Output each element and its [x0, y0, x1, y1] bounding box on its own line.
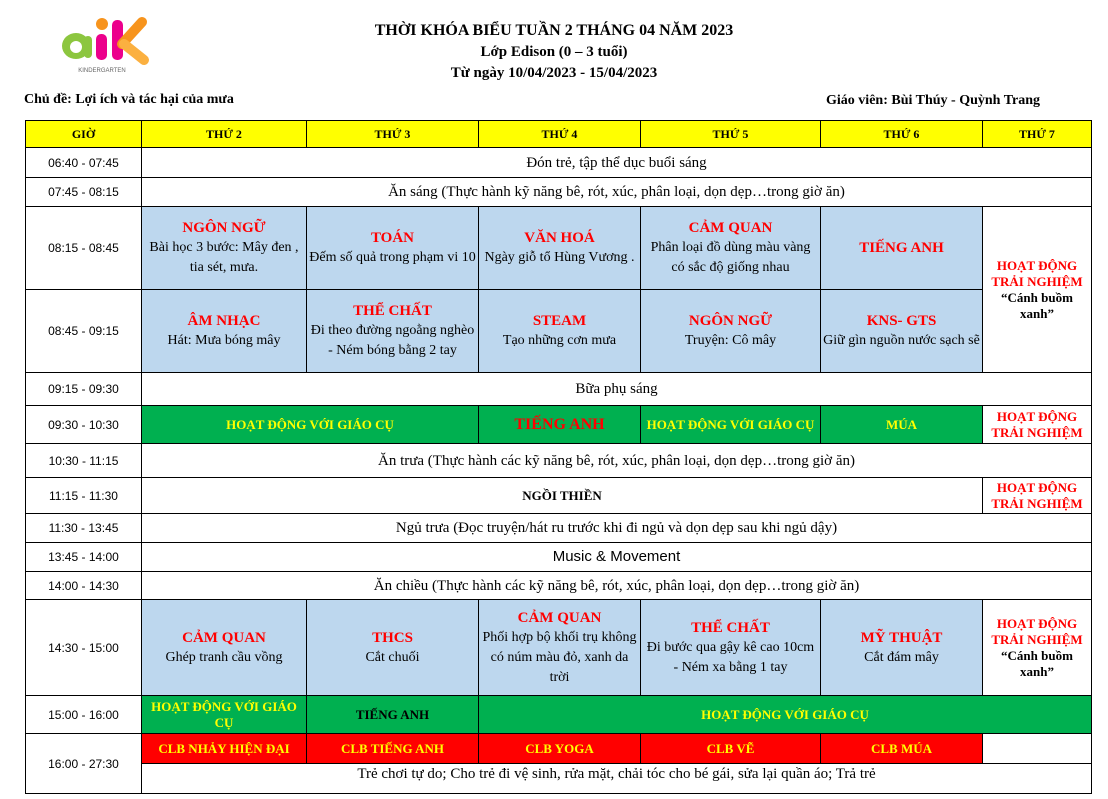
- header-row: [26, 121, 1092, 148]
- activity-cell: [983, 600, 1092, 696]
- activity-desc: Cắt chuối: [365, 649, 420, 665]
- time-cell: 13:45 - 14:00: [26, 543, 142, 572]
- activity-desc: “Cánh buồm xanh”: [1001, 289, 1073, 321]
- activity-cell: [641, 207, 821, 290]
- club-cell: CLB NHẢY HIỆN ĐẠI: [142, 734, 307, 764]
- activity-desc: Đi theo đường ngoằng nghèo - Ném bóng bằng 2 tay: [310, 323, 475, 358]
- timetable: [25, 120, 1092, 794]
- activity-title: ÂM NHẠC: [187, 313, 261, 329]
- club-cell: CLB VẼ: [641, 734, 821, 764]
- activity-title: MỸ THUẬT: [860, 629, 943, 646]
- time-cell: 11:15 - 11:30: [26, 478, 142, 514]
- activity-desc: Phân loại đồ dùng màu vàng có sắc độ giống nhau: [650, 240, 811, 275]
- time-cell: 10:30 - 11:15: [26, 444, 142, 478]
- col-header-mon: THỨ 2: [142, 121, 307, 148]
- activity-cell: Bữa phụ sáng: [142, 373, 1092, 406]
- page-title: THỜI KHÓA BIỂU TUẦN 2 THÁNG 04 NĂM 2023: [374, 22, 734, 39]
- activity-title: HOẠT ĐỘNG TRẢI NGHIỆM: [991, 615, 1083, 647]
- club-cell: CLB MÚA: [821, 734, 983, 764]
- activity-desc: Ngày giỗ tổ Hùng Vương .: [484, 250, 635, 265]
- activity-cell: [641, 600, 821, 696]
- time-cell: 08:45 - 09:15: [26, 290, 142, 373]
- club-cell: CLB YOGA: [479, 734, 641, 764]
- activity-title: CẢM QUAN: [517, 609, 602, 626]
- time-cell: 06:40 - 07:45: [26, 148, 142, 178]
- col-header-wed: THỨ 4: [479, 121, 641, 148]
- activity-cell: HOẠT ĐỘNG VỚI GIÁO CỤ: [479, 696, 1092, 734]
- activity-desc: Cắt đám mây: [864, 649, 939, 665]
- activity-cell: TIẾNG ANH: [307, 696, 479, 734]
- activity-cell: TIẾNG ANH: [479, 406, 641, 444]
- activity-cell: [479, 207, 641, 290]
- activity-cell: HOẠT ĐỘNG TRẢI NGHIỆM: [983, 406, 1092, 444]
- table-row: [26, 764, 1092, 794]
- activity-cell: [479, 600, 641, 696]
- activity-desc: Đi bước qua gậy kê cao 10cm - Ném xa bằng 1 tay: [646, 639, 815, 675]
- time-cell: 14:30 - 15:00: [26, 600, 142, 696]
- activity-title: VĂN HOÁ: [524, 230, 595, 246]
- table-row: [26, 478, 1092, 514]
- activity-desc: Hát: Mưa bóng mây: [167, 333, 281, 348]
- col-header-tue: THỨ 3: [307, 121, 479, 148]
- time-cell: 09:30 - 10:30: [26, 406, 142, 444]
- activity-desc: Giữ gìn nguồn nước sạch sẽ: [823, 333, 980, 348]
- time-cell: 07:45 - 08:15: [26, 178, 142, 207]
- activity-title: CẢM QUAN: [688, 220, 773, 236]
- activity-title: KNS- GTS: [866, 313, 937, 329]
- activity-title: TIẾNG ANH: [859, 240, 944, 256]
- activity-title: NGÔN NGỮ: [182, 220, 266, 236]
- activity-cell: [821, 600, 983, 696]
- activity-title: THỂ CHẤT: [353, 303, 432, 319]
- time-cell: 14:00 - 14:30: [26, 572, 142, 600]
- col-header-sat: THỨ 7: [983, 121, 1092, 148]
- activity-cell: NGỒI THIỀN: [142, 478, 983, 514]
- table-row: [26, 207, 1092, 290]
- logo-subtext: KINDERGARTEN: [78, 68, 126, 74]
- activity-title: STEAM: [532, 313, 587, 329]
- time-cell: 11:30 - 13:45: [26, 514, 142, 543]
- activity-cell: [307, 207, 479, 290]
- activity-desc: Đếm số quả trong phạm vi 10: [309, 250, 476, 265]
- activity-cell: Đón trẻ, tập thể dục buổi sáng: [142, 148, 1092, 178]
- table-row: [26, 178, 1092, 207]
- activity-desc: Ghép tranh cầu vồng: [165, 649, 283, 665]
- table-row: [26, 406, 1092, 444]
- activity-cell: HOẠT ĐỘNG VỚI GIÁO CỤ: [641, 406, 821, 444]
- activity-cell: [821, 207, 983, 290]
- activity-cell: Ăn chiều (Thực hành các kỹ năng bê, rót, xúc, phân loại, dọn dẹp…trong giờ ăn): [142, 572, 1092, 600]
- topic: Chủ đề: Lợi ích và tác hại của mưa: [24, 92, 234, 107]
- activity-cell: HOẠT ĐỘNG VỚI GIÁO CỤ: [142, 406, 479, 444]
- activity-cell: [821, 290, 983, 373]
- time-cell: 15:00 - 16:00: [26, 696, 142, 734]
- table-row: [26, 600, 1092, 696]
- table-row: [26, 696, 1092, 734]
- activity-cell: [142, 600, 307, 696]
- table-row: [26, 373, 1092, 406]
- activity-cell: MÚA: [821, 406, 983, 444]
- col-header-thu: THỨ 5: [641, 121, 821, 148]
- activity-title: NGÔN NGỮ: [688, 313, 773, 329]
- col-header-time: GIỜ: [26, 121, 142, 148]
- table-row: [26, 444, 1092, 478]
- table-row: [26, 514, 1092, 543]
- table-row: [26, 572, 1092, 600]
- activity-cell: Ngủ trưa (Đọc truyện/hát ru trước khi đi ngủ và dọn dẹp sau khi ngủ dậy): [142, 514, 1092, 543]
- activity-cell: [307, 600, 479, 696]
- activity-title: THỂ CHẤT: [691, 619, 770, 636]
- time-cell: 08:15 - 08:45: [26, 207, 142, 290]
- activity-desc: Bài học 3 bước: Mây đen , tia sét, mưa.: [149, 240, 299, 275]
- table-row: [26, 290, 1092, 373]
- date-range: Từ ngày 10/04/2023 - 15/04/2023: [450, 65, 658, 81]
- activity-title: HOẠT ĐỘNG TRẢI NGHIỆM: [991, 257, 1083, 289]
- activity-desc: Tạo những cơn mưa: [502, 333, 617, 348]
- col-header-fri: THỨ 6: [821, 121, 983, 148]
- table-row: [26, 148, 1092, 178]
- activity-desc: Phối hợp bộ khối trụ không có núm màu đỏ, xanh da trời: [482, 629, 637, 685]
- activity-title: TOÁN: [370, 230, 415, 246]
- activity-title: THCS: [372, 629, 413, 646]
- teacher: Giáo viên: Bùi Thúy - Quỳnh Trang: [826, 93, 1040, 108]
- activity-desc: Truyện: Cô mây: [684, 333, 777, 348]
- activity-cell: Ăn sáng (Thực hành kỹ năng bê, rót, xúc, phân loại, dọn dẹp…trong giờ ăn): [142, 178, 1092, 207]
- activity-cell: Ăn trưa (Thực hành các kỹ năng bê, rót, xúc, phân loại, dọn dẹp…trong giờ ăn): [142, 444, 1092, 478]
- activity-cell: HOẠT ĐỘNG VỚI GIÁO CỤ: [142, 696, 307, 734]
- activity-cell: Music & Movement: [142, 543, 1092, 572]
- activity-cell: [142, 290, 307, 373]
- time-cell: 09:15 - 09:30: [26, 373, 142, 406]
- activity-cell: [307, 290, 479, 373]
- class-name: Lớp Edison (0 – 3 tuổi): [480, 44, 628, 60]
- activity-cell: [479, 290, 641, 373]
- activity-cell: Trẻ chơi tự do; Cho trẻ đi vệ sinh, rửa mặt, chải tóc cho bé gái, sửa lại quần áo; Trả trẻ: [142, 764, 1092, 794]
- activity-title: CẢM QUAN: [182, 629, 266, 646]
- table-row: [26, 734, 1092, 764]
- time-cell: 16:00 - 27:30: [26, 734, 142, 794]
- table-row: [26, 543, 1092, 572]
- activity-cell: [641, 290, 821, 373]
- club-cell: CLB TIẾNG ANH: [307, 734, 479, 764]
- activity-desc: “Cánh buồm xanh”: [1001, 647, 1073, 679]
- empty-cell: [983, 734, 1092, 764]
- activity-cell: [142, 207, 307, 290]
- activity-cell: [983, 207, 1092, 373]
- activity-cell: HOẠT ĐỘNG TRẢI NGHIỆM: [983, 478, 1092, 514]
